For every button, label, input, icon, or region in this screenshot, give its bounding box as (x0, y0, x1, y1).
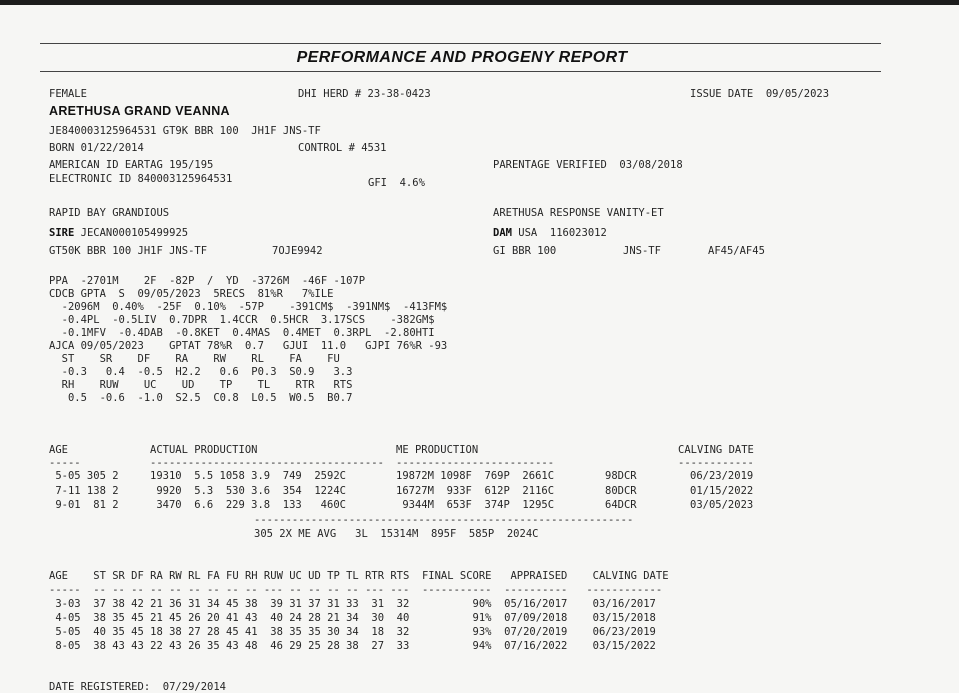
calving-date: 06/23/2019 (690, 470, 754, 482)
dash-line: ------------------------------------- (150, 457, 384, 469)
sire-id-line (49, 227, 188, 239)
dam-id-line (493, 227, 607, 239)
dam-tf: JNS-TF (623, 245, 661, 257)
calving-date: 01/15/2022 (690, 485, 754, 497)
appraisal-row: 4-05 38 35 45 21 45 26 20 41 43 40 24 28 21 34 30 40 91% 07/09/2018 03/15/2018 (49, 612, 656, 624)
top-edge-band (0, 0, 959, 5)
eval-line: AJCA 09/05/2023 GPTAT 78%R 0.7 GJUI 11.0 GJPI 76%R -93 (49, 340, 448, 352)
actual-production-header: ACTUAL PRODUCTION (150, 444, 258, 456)
sire-name: RAPID BAY GRANDIOUS (49, 207, 170, 219)
appraisal-row: 5-05 40 35 45 18 38 27 28 45 41 38 35 35 30 34 18 32 93% 07/20/2019 06/23/2019 (49, 626, 656, 638)
production-age-header: AGE (49, 444, 68, 456)
me-production: 9344M 653F 374P 1295C (396, 499, 555, 511)
production-age: 5-05 305 2 (49, 470, 119, 482)
dcr-value: 64DCR (605, 499, 637, 511)
production-age: 9-01 81 2 (49, 499, 119, 511)
appraisal-row: 3-03 37 38 42 21 36 31 34 45 38 39 31 37 31 33 31 32 90% 05/16/2017 03/16/2017 (49, 598, 656, 610)
control-number: CONTROL # 4531 (298, 142, 387, 154)
me-production: 19872M 1098F 769P 2661C (396, 470, 555, 482)
gfi-value: GFI 4.6% (368, 177, 425, 189)
actual-production: 19310 5.5 1058 3.9 749 2592C (150, 470, 346, 482)
eval-line: RH RUW UC UD TP TL RTR RTS (49, 379, 353, 391)
production-age: 7-11 138 2 (49, 485, 119, 497)
dam-name: ARETHUSA RESPONSE VANITY-ET (493, 207, 664, 219)
date-registered: DATE REGISTERED: 07/29/2014 (49, 681, 227, 693)
dcr-value: 98DCR (605, 470, 637, 482)
calving-date: 03/05/2023 (690, 499, 754, 511)
sire-id: JECAN000105499925 (74, 227, 189, 239)
registration-line: JE840003125964531 GT9K BBR 100 JH1F JNS-TF (49, 125, 321, 137)
sire-code: 7OJE9942 (272, 245, 323, 257)
actual-production: 9920 5.3 530 3.6 354 1224C (150, 485, 346, 497)
actual-production: 3470 6.6 229 3.8 133 460C (150, 499, 346, 511)
issue-date: ISSUE DATE 09/05/2023 (690, 88, 830, 100)
eval-line: -0.3 0.4 -0.5 H2.2 0.6 P0.3 S0.9 3.3 (49, 366, 353, 378)
animal-name: ARETHUSA GRAND VEANNA (49, 104, 230, 118)
average-dash-line: ------------------------------------------------------------ (254, 514, 634, 526)
appraisal-header: AGE ST SR DF RA RW RL FA FU RH RUW UC UD TP TL RTR RTS FINAL SCORE APPRAISED CALVING DATE (49, 570, 669, 582)
me-average-line: 305 2X ME AVG 3L 15314M 895F 585P 2024C (254, 528, 539, 540)
eval-line: -0.4PL -0.5LIV 0.7DPR 1.4CCR 0.5HCR 3.17SCS -382GM$ (49, 314, 435, 326)
eval-line: -2096M 0.40% -25F 0.10% -57P -391CM$ -391NM$ -413FM$ (49, 301, 448, 313)
dash-line: ------------ (678, 457, 754, 469)
me-production-header: ME PRODUCTION (396, 444, 479, 456)
dcr-value: 80DCR (605, 485, 637, 497)
calving-date-header: CALVING DATE (678, 444, 754, 456)
report-title: PERFORMANCE AND PROGENY REPORT (296, 49, 628, 66)
dam-af: AF45/AF45 (708, 245, 765, 257)
herd-number: DHI HERD # 23-38-0423 (298, 88, 431, 100)
birth-date: BORN 01/22/2014 (49, 142, 144, 154)
me-production: 16727M 933F 612P 2116C (396, 485, 555, 497)
dam-id: USA 116023012 (511, 227, 607, 239)
eval-line: PPA -2701M 2F -82P / YD -3726M -46F -107P (49, 275, 366, 287)
parentage-verified: PARENTAGE VERIFIED 03/08/2018 (493, 159, 683, 171)
american-id: AMERICAN ID EARTAG 195/195 (49, 159, 214, 171)
eval-line: 0.5 -0.6 -1.0 S2.5 C0.8 L0.5 W0.5 B0.7 (49, 392, 353, 404)
dash-line: ------------------------- (396, 457, 555, 469)
sire-genomic-line: GT50K BBR 100 JH1F JNS-TF (49, 245, 208, 257)
electronic-id: ELECTRONIC ID 840003125964531 (49, 173, 233, 185)
eval-line: ST SR DF RA RW RL FA FU (49, 353, 340, 365)
dash-line: ----- (49, 457, 81, 469)
dam-label: DAM (493, 227, 512, 239)
title-rule-top (40, 43, 881, 44)
dam-genomic-line: GI BBR 100 (493, 245, 557, 257)
sire-label: SIRE (49, 227, 75, 239)
appraisal-dash-line: ----- -- -- -- -- -- -- -- -- -- --- -- -- -- -- --- --- ----------- ---------- ------------ (49, 584, 663, 596)
animal-sex: FEMALE (49, 88, 87, 100)
title-rule-bottom (40, 71, 881, 72)
eval-line: -0.1MFV -0.4DAB -0.8KET 0.4MAS 0.4MET 0.3RPL -2.80HTI (49, 327, 435, 339)
appraisal-row: 8-05 38 43 43 22 43 26 35 43 48 46 29 25 28 38 27 33 94% 07/16/2022 03/15/2022 (49, 640, 656, 652)
eval-line: CDCB GPTA S 09/05/2023 5RECS 81%R 7%ILE (49, 288, 334, 300)
